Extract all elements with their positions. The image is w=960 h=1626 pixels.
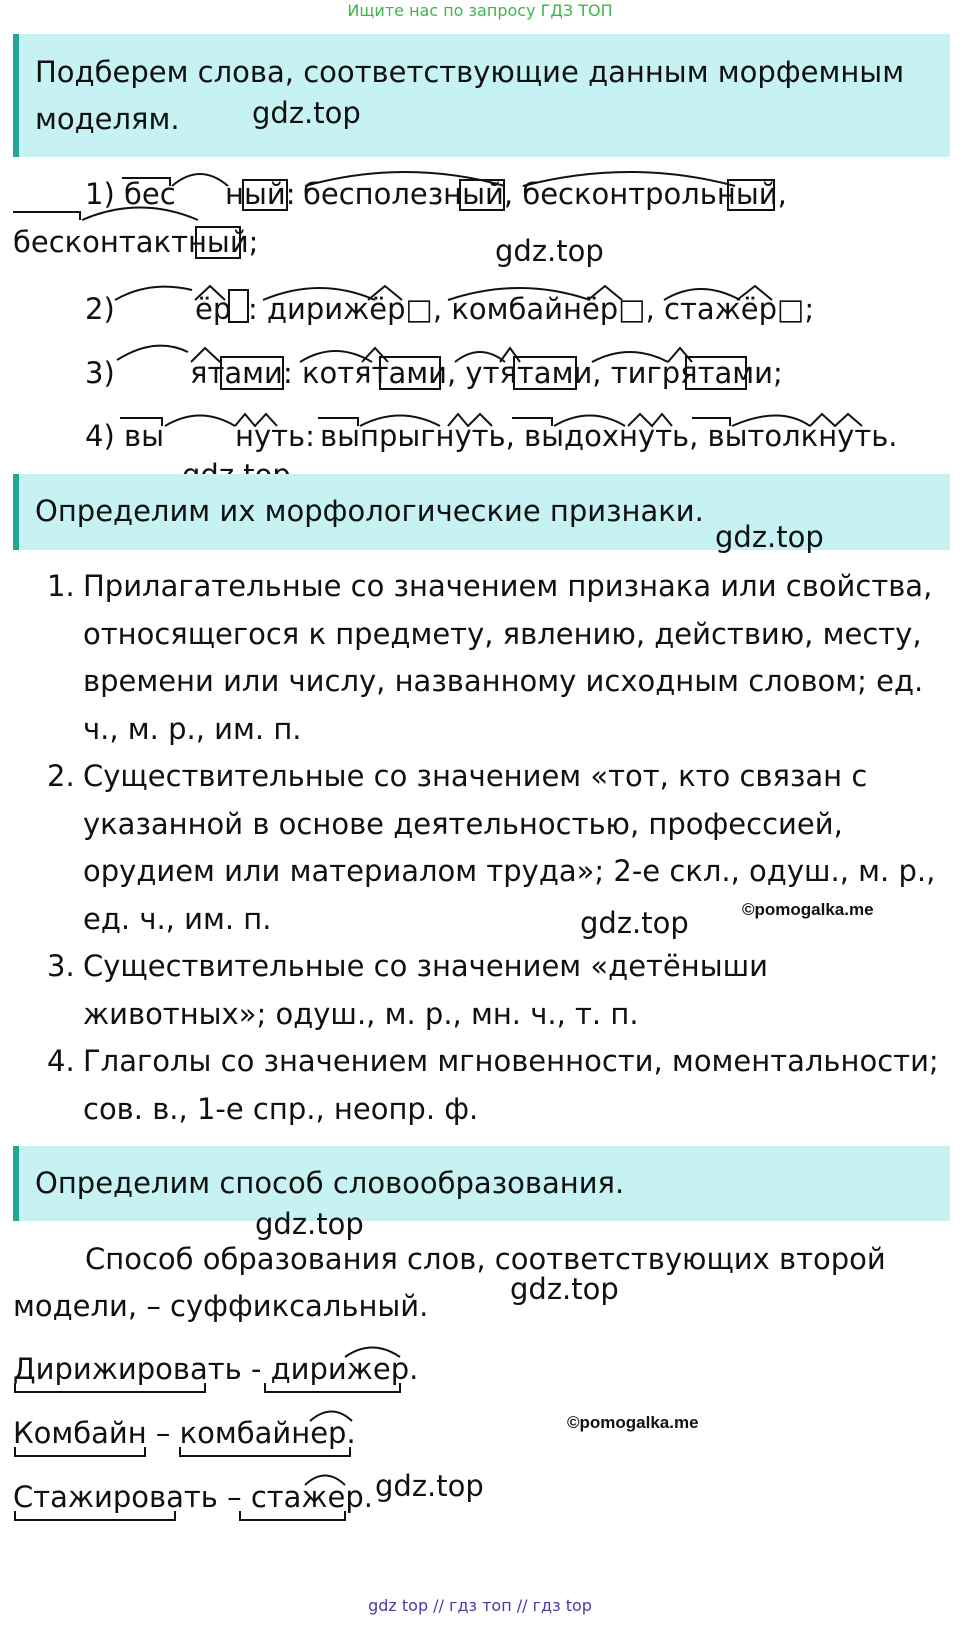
list-number: 3. bbox=[47, 949, 75, 983]
model3-suffix: ятами bbox=[190, 356, 283, 390]
model1-ending: ный: bbox=[225, 177, 296, 211]
watermark: gdz.top bbox=[510, 1272, 619, 1306]
section-title: Определим их морфологические признаки. bbox=[35, 494, 704, 528]
model2-suffix: ёр bbox=[195, 292, 232, 326]
list-item-line: времени или числу, названному исходным словом; ед. bbox=[83, 664, 924, 698]
model2-number: 2) bbox=[85, 292, 115, 326]
model4-prefix: 4) вы bbox=[85, 419, 164, 453]
watermark: gdz.top bbox=[495, 234, 604, 268]
watermark: gdz.top bbox=[375, 1469, 484, 1503]
watermark: gdz.top bbox=[580, 906, 689, 940]
list-item-line: Глаголы со значением мгновенности, моментальности; bbox=[83, 1044, 939, 1078]
section-title-line1: Подберем слова, соответствующие данным морфемным bbox=[35, 55, 905, 89]
root-arc bbox=[117, 346, 188, 360]
list-item-line: указанной в основе деятельностью, профессией, bbox=[83, 807, 843, 841]
list-item-line: ед. ч., им. п. bbox=[83, 902, 272, 936]
model3-examples: : котятами, утятами, тигрятами; bbox=[283, 356, 783, 390]
prefix-mark bbox=[13, 212, 80, 220]
list-item-line: животных»; одуш., м. р., мн. ч., т. п. bbox=[83, 997, 639, 1031]
list-item-line: Существительные со значением «детёныши bbox=[83, 949, 769, 983]
model1-examples: бесполезный, бесконтрольный, bbox=[303, 177, 787, 211]
list-item-line: Существительные со значением «тот, кто связан с bbox=[83, 759, 868, 793]
watermark: gdz.top bbox=[715, 520, 824, 554]
model4-examples: выпрыгнуть, выдохнуть, вытолкнуть. bbox=[320, 419, 898, 453]
example-stazher: Стажировать – стажер. bbox=[13, 1480, 374, 1514]
model1-prefix: 1) бес bbox=[85, 177, 176, 211]
root-arc bbox=[115, 287, 192, 300]
watermark: gdz.top bbox=[252, 96, 361, 130]
model3-number: 3) bbox=[85, 356, 115, 390]
list-item-line: Прилагательные со значением признака или свойства, bbox=[83, 569, 933, 603]
model2-examples: : дирижёр□, комбайнёр□, стажёр□; bbox=[248, 292, 815, 326]
list-number: 4. bbox=[47, 1044, 75, 1078]
top-banner: Ищите нас по запросу ГДЗ ТОП bbox=[347, 1, 613, 20]
root-arc bbox=[165, 416, 235, 427]
list-item-line: орудием или материалом труда»; 2-е скл., одуш., м. р., bbox=[83, 854, 936, 888]
bottom-links[interactable]: gdz top // гдз топ // гдз top bbox=[368, 1596, 592, 1615]
list-item-line: сов. в., 1-е спр., неопр. ф. bbox=[83, 1092, 479, 1126]
model4-suffix: нуть: bbox=[235, 419, 315, 453]
list-number: 1. bbox=[47, 569, 75, 603]
paragraph-line: Способ образования слов, соответствующих второй bbox=[85, 1242, 886, 1276]
watermark: gdz.top bbox=[255, 1207, 364, 1241]
section-header-morpheme-models bbox=[13, 34, 950, 157]
pomogalka-credit: ©pomogalka.me bbox=[567, 1413, 699, 1432]
root-arc bbox=[172, 174, 228, 186]
model1-examples-cont: бесконтактный; bbox=[13, 225, 259, 259]
example-dirizher: Дирижировать - дирижер. bbox=[13, 1352, 419, 1386]
list-item-line: ч., м. р., им. п. bbox=[83, 712, 302, 746]
section-title: Определим способ словообразования. bbox=[35, 1166, 625, 1200]
section-title-line2: моделям. bbox=[35, 102, 180, 136]
list-item-line: относящегося к предмету, явлению, действию, месту, bbox=[83, 617, 922, 651]
list-number: 2. bbox=[47, 759, 75, 793]
pomogalka-credit: ©pomogalka.me bbox=[742, 900, 874, 919]
paragraph-line: модели, – суффиксальный. bbox=[13, 1289, 429, 1323]
ending-box bbox=[229, 290, 248, 322]
example-kombainer: Комбайн – комбайнер. bbox=[13, 1416, 356, 1450]
section-header-word-formation bbox=[13, 1146, 950, 1221]
